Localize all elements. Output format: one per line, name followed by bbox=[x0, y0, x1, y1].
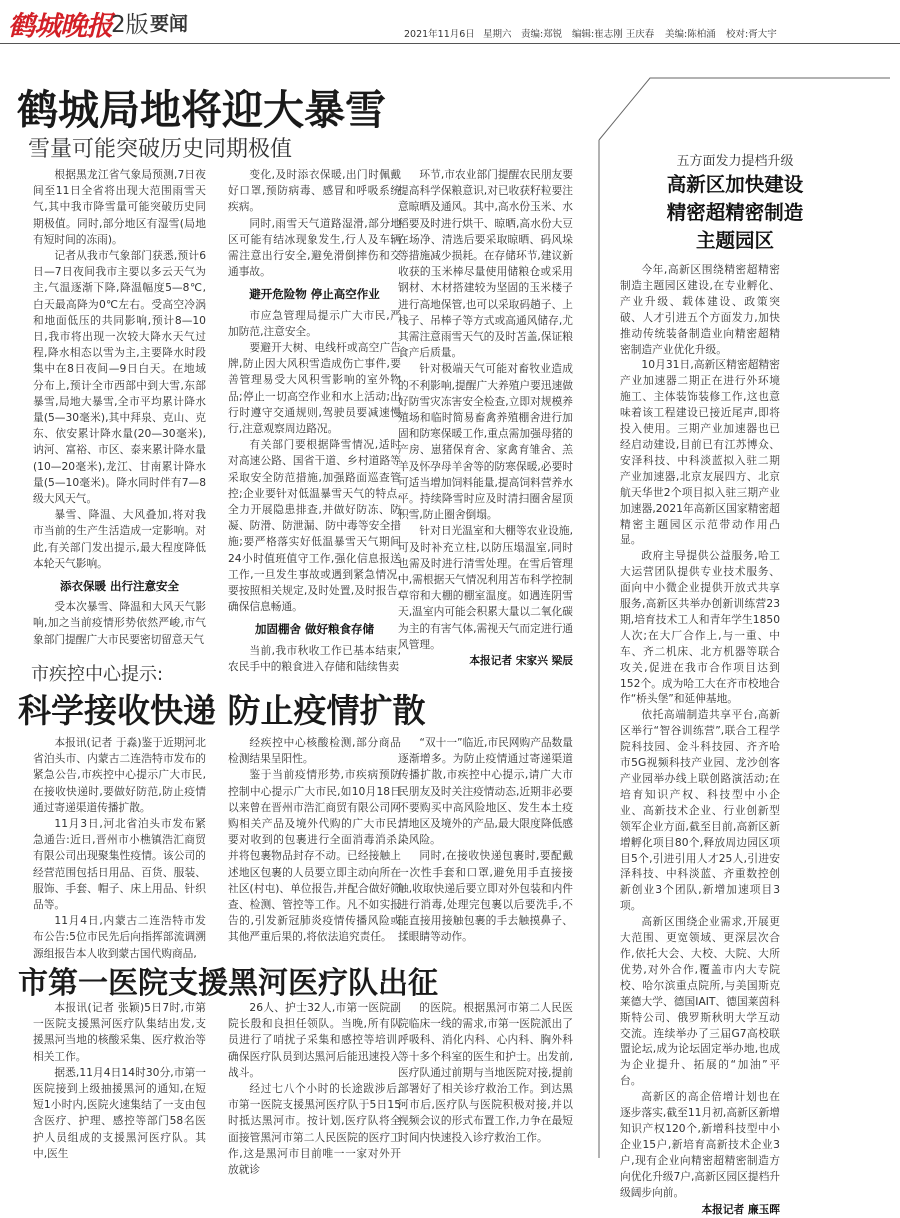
headline-medical-team: 市第一医院支援黑河医疗队出征 bbox=[18, 966, 438, 1001]
epidemic-column-3 bbox=[398, 735, 573, 945]
proofreader-credit: 校对:胥大宇 bbox=[726, 29, 777, 40]
paragraph: 11月4日,内蒙古二连浩特市发布公告:5位市民先后向指挥部流调溯源组报告本人收到蒙古国代购商品, bbox=[33, 914, 206, 960]
paragraph: 本报讯(记者 于淼)鉴于近期河北省泊头市、内蒙古二连浩特市发布的紧急公告,市疾控中心提示广大市民,在接收快递时,要做好防范,防止疫情通过寄递渠道传播扩散。 bbox=[33, 736, 206, 814]
medical-column-3 bbox=[398, 1000, 573, 1162]
medical-column-1 bbox=[33, 1000, 206, 1162]
snowstorm-column-2 bbox=[228, 167, 401, 673]
paragraph: 针对极端天气可能对畜牧业造成的不利影响,提醒广大养殖户要迅速做好防雪灾冻害安全检查,立即对规模养殖场和临时简易畜禽养殖棚舍进行加固和防寒保暖工作,重点需加强母猪的产房、崽猪保育舍、家禽育雏舍、羔羊及怀孕母羊舍等的防寒保暖,必要时可适当增加饲料能量,提高饲料营养水平。持续降雪时应及时清扫圈舍屋顶积雪,防止圈舍倒塌。 bbox=[398, 362, 573, 522]
issue-weekday: 星期六 bbox=[483, 29, 512, 40]
paragraph: 市应急管理局提示广大市民,严加防范,注意安全。 bbox=[228, 308, 401, 338]
paragraph: 26人、护士32人,市第一医院副院长殷和良担任领队。当晚,所有队员进行了哨扰子采集和感控等培训,确保医疗队员到达黑河后能迅速投入战斗。 bbox=[228, 1001, 401, 1079]
issue-date: 2021年11月6日 bbox=[404, 29, 475, 40]
paragraph: 受本次暴雪、降温和大风天气影响,加之当前疫情形势依然严峻,市气象部门提醒广大市民要密切留意天气 bbox=[33, 600, 206, 646]
section-heading: 添衣保暖 出行注意安全 bbox=[59, 579, 179, 594]
paragraph: “双十一”临近,市民网购产品数量逐渐增多。为防止疫情通过寄递渠道传播扩散,市疾控中心提示,请广大市民朋友及时关注疫情动态,近期非必要不要购买中高风险地区、发生本土疫情地区及境外的产品,最大限度降低感染风险。 bbox=[398, 736, 573, 847]
paragraph: 据悉,11月4日14时30分,市第一医院接到上级抽援黑河的通知,在短短1小时内,医院火速集结了一支由包含医疗、护理、感控等部门58名医护人员组成的支援黑河医疗队。其中,医生 bbox=[33, 1065, 206, 1160]
paragraph: 依托高端制造共享平台,高新区举行“智谷训练营”,联合工程学院科技园、金斗科技园、齐齐哈市5G视频科技产业园、龙沙创客产业园举办线上联创路演活动;在培育知识产权、科技型中小企业、高新技术企业、行业创新型领军企业方面,截至目前,高新区新增孵化项目80个,释放周边园区项目5个,引进引用人才25人,引进安泽科技、中科淡蓝、齐重数控创新创业3个团队,新增加速项目3项。 bbox=[620, 708, 780, 913]
copy-editor-credit: 编辑:崔志刚 王庆春 bbox=[572, 29, 655, 40]
headline-snowstorm: 鹤城局地将迎大暴雪 bbox=[17, 86, 386, 134]
byline: 本报记者 廉玉晖 bbox=[701, 1203, 780, 1217]
paragraph: 有关部门要根据降雪情况,适时对高速公路、国省干道、乡村道路等采取安全防范措施,加强路面巡查管控;企业要针对低温暴雪天气的特点,全力开展隐患排查,并做好防冻、防凝、防滑、防泄漏、防中毒等安全措施;要严格落实好低温暴雪天气期间24小时值班值守工作,强化信息报送工作,一旦发生事故或遇到紧急情况,要按照相关规定,及时处置,及时报告,确保信息畅通。 bbox=[228, 438, 401, 614]
paragraph: 鉴于当前疫情形势,市疾病预防控制中心提示广大市民,如10月18日以来曾在晋州市浩汇商贸有限公司网购相关产品及境外代购的广大市民,要对收到的包裹进行全面消毒消杀,并将包裹物品封存不动。已经接触上述地区包裹的人员要立即主动向所在社区(村屯)、单位报告,并配合做好筛查、检测、管控等工作。凡不如实报告的,引发新冠肺炎疫情传播风险或其他严重后果的,将依法追究责任。 bbox=[228, 768, 401, 944]
paragraph: 11月3日,河北省泊头市发布紧急通告:近日,晋州市小樵镇浩汇商贸有限公司出现聚集性疫情。该公司的经营范围包括日用品、百货、服装、服饰、手套、帽子、床上用品、针织品等。 bbox=[33, 817, 206, 912]
epidemic-column-2 bbox=[228, 735, 401, 945]
epidemic-column-1 bbox=[33, 735, 206, 960]
section-heading: 加固棚舍 做好粮食存储 bbox=[254, 622, 374, 637]
snowstorm-column-1 bbox=[33, 167, 206, 645]
paragraph: 政府主导提供公益服务,哈工大运营团队提供专业技术服务、面向中小微企业提供开放式共享服务,高新区共举办创新训练营23期,培育技术工人和青年学生1850人次;在大厂合作上,与一重、中车、齐二机床、北方机器等联合攻关,促进在我市合作项目达到152个。成为哈工大在齐市校地合作“桥头堡”和延伸基地。 bbox=[620, 549, 780, 706]
art-editor-credit: 美编:陈柏涌 bbox=[665, 29, 716, 40]
paragraph: 同时,雨雪天气道路湿滑,部分地区可能有结冰现象发生,行人及车辆需注意出行安全,避免滑倒摔伤和交通事故。 bbox=[228, 216, 401, 279]
paragraph: 要避开大树、电线杆或高空广告牌,防止因大风积雪造成伤亡事件,要善管理易受大风积雪影响的室外物品;停止一切高空作业和水上活动;出行时遵守交通规则,驾驶员要减速慢行,注意观察周边路况。 bbox=[228, 341, 401, 436]
paragraph: 经过七八个小时的长途跋涉后,市第一医院支援黑河医疗队于5日15时抵达黑河市。按计划,医疗队将全面接管黑河市第二人民医院的医疗工作,这是黑河市目前唯一一家对外开放就诊 bbox=[228, 1082, 401, 1177]
masthead bbox=[0, 0, 900, 44]
page-name: 要闻 bbox=[150, 13, 189, 35]
byline: 本报记者 宋家兴 梁辰 bbox=[469, 654, 573, 668]
newspaper-logo: 鹤城晚报 bbox=[8, 11, 112, 42]
page-number: 2版 bbox=[111, 12, 149, 38]
section-heading: 避开危险物 停止高空作业 bbox=[249, 287, 380, 302]
subheadline-snowstorm: 雪量可能突破历史同期极值 bbox=[28, 137, 293, 162]
paragraph: 的医院。根据黑河市第二人民医院临床一线的需求,市第一医院派出了呼吸科、消化内科、心内科、胸外科等十多个科室的医生和护士。出发前,医疗队通过前期与当地医院对接,提前部署好了相关诊疗救治工作。到达黑河市后,医疗队与医院积极对接,并以视频会议的形式布置工作,力争在最短时间内快速投入诊疗救治工作。 bbox=[398, 1001, 573, 1144]
paragraph: 变化,及时添衣保暖,出门时佩戴好口罩,预防病毒、感冒和呼吸系统疾病。 bbox=[228, 168, 401, 214]
paragraph: 同时,在接收快递包裹时,要配戴一次性手套和口罩,避免用手直接接触,收取快递后要立即对外包装和内件进行消毒,处理完包裹以后要洗手,不能直接用接触包裹的手去触摸鼻子、揉眼睛等动作。 bbox=[398, 849, 573, 944]
epidemic-kicker: 市疾控中心提示: bbox=[31, 664, 164, 685]
masthead-rule bbox=[0, 43, 900, 44]
sidebar-title-line-2: 精密超精密制造 bbox=[666, 201, 804, 224]
paragraph: 经疾控中心核酸检测,部分商品检测结果呈阳性。 bbox=[228, 736, 401, 766]
sidebar-title-line-1: 高新区加快建设 bbox=[666, 173, 804, 196]
sidebar-body bbox=[620, 262, 780, 1217]
sidebar-title-line-3: 主题园区 bbox=[695, 229, 774, 252]
paragraph: 针对日光温室和大棚等农业设施,可及时补充立柱,以防压塌温室,同时也需及时进行清雪处理。在雪后管理中,需根据天气情况利用苫布科学控制草帘和大棚的棚室温度。如遇连阴雪天,温室内可能会积累大量以二氧化碳为主的有害气体,需视天气而定进行通风管理。 bbox=[398, 524, 573, 651]
paragraph: 环节,市农业部门提醒农民朋友要提高科学保粮意识,对已收获籽粒要注意晾晒及通风。其中,高水份玉米、水稻要及时进行烘干、晾晒,高水份大豆在场净、清选后要采取晾晒、码风垛等措施减少损耗。在存储环节,建议新收获的玉米棒尽量使用储粮仓或采用钢材、木材搭建较为坚固的玉米楼子进行高地保管,也可以采取码趟子、上栈子、吊棒子等方式或高通风储存,尤其需注意雨雪天气的及时苫盖,保证粮食产后质量。 bbox=[398, 168, 573, 360]
paragraph: 高新区围绕企业需求,开展更大范围、更宽领域、更深层次合作,依托大会、大校、大院、大所优势,对外合作,覆盖市内大专院校、哈尔滨重点院所,与美国斯克莱德大学、德国IAIT、德国莱茵科斯特公司、俄罗斯秋明大学互动交流。连续举办了三届G7高校联盟论坛,成为论坛固定举办地,也成为企业提升、拓展的“加油”平台。 bbox=[620, 915, 780, 1088]
paragraph: 根据黑龙江省气象局预测,7日夜间至11日全省将出现大范围雨雪天气,其中我市降雪量可能突破历史同期极值。同时,部分地区有湿雪(局地有短时间的冻雨)。 bbox=[33, 168, 206, 246]
paragraph: 10月31日,高新区精密超精密产业加速器二期正在进行外环境施工、主体装饰装修工作,这也意味着该工程建设已接近尾声,即将投入使用。三期产业加速器也已经启动建设,目前已有江苏博众、安泽科技、中科淡蓝拟入驻二期产业加速器,北京友展四方、北京航天华世2个项目拟入驻三期产业加速器,2021年高新区国家精密超精密主题园区示范带动作用凸显。 bbox=[620, 358, 780, 547]
paragraph: 高新区的高企倍增计划也在逐步落实,截至11月初,高新区新增知识产权120个,新增科技型中小企业15户,新培育高新技术企业3户,现有企业向精密超精密制造方向优化升级7户,高新区园区提档升级阔步向前。 bbox=[620, 1090, 780, 1199]
paragraph: 暴雪、降温、大风叠加,将对我市当前的生产生活造成一定影响。对此,有关部门发出提示,最大程度降低本轮天气影响。 bbox=[33, 508, 206, 570]
snowstorm-column-3 bbox=[398, 167, 573, 668]
paragraph: 本报讯(记者 张颖)5日7时,市第一医院支援黑河医疗队集结出发,支援黑河当地的核酸采集、医疗救治等相关工作。 bbox=[33, 1001, 206, 1063]
headline-epidemic: 科学接收快递 防止疫情扩散 bbox=[18, 691, 426, 730]
editor-credit: 责编:郑锐 bbox=[521, 29, 563, 40]
medical-column-2 bbox=[228, 1000, 401, 1177]
paragraph: 记者从我市气象部门获悉,预计6日—7日夜间我市主要以多云天气为主,气温逐渐下降,降温幅度5—8℃,白天最高降为0℃左右。受高空冷涡和地面低压的共同影响,预计8—10日,我市将出现一次较大降水天气过程,降水相态以雪为主,主要降水时段集中在8日夜间—9日白天。在地域分布上,预计全市西部中到大雪,东部暴雪,局地大暴雪,全市平均累计降水量(5—30毫米),其中拜泉、克山、克东、依安累计降水量(20—30毫米),讷河、富裕、市区、泰来累计降水量(10—20毫米),龙江、甘南累计降水量(5—10毫米)。降水同时伴有7—8级大风天气。 bbox=[33, 249, 206, 506]
paragraph: 当前,我市秋收工作已基本结束,农民手中的粮食进入存储和陆续售卖 bbox=[228, 643, 401, 673]
sidebar-subtitle: 五方面发力提档升级 bbox=[676, 154, 794, 169]
paragraph: 今年,高新区围绕精密超精密制造主题园区建设,在专业孵化、产业升级、载体建设、政策突破、人才引进五个方面发力,加快推动传统装备制造业向精密超精密制造产业优化升级。 bbox=[620, 263, 780, 356]
